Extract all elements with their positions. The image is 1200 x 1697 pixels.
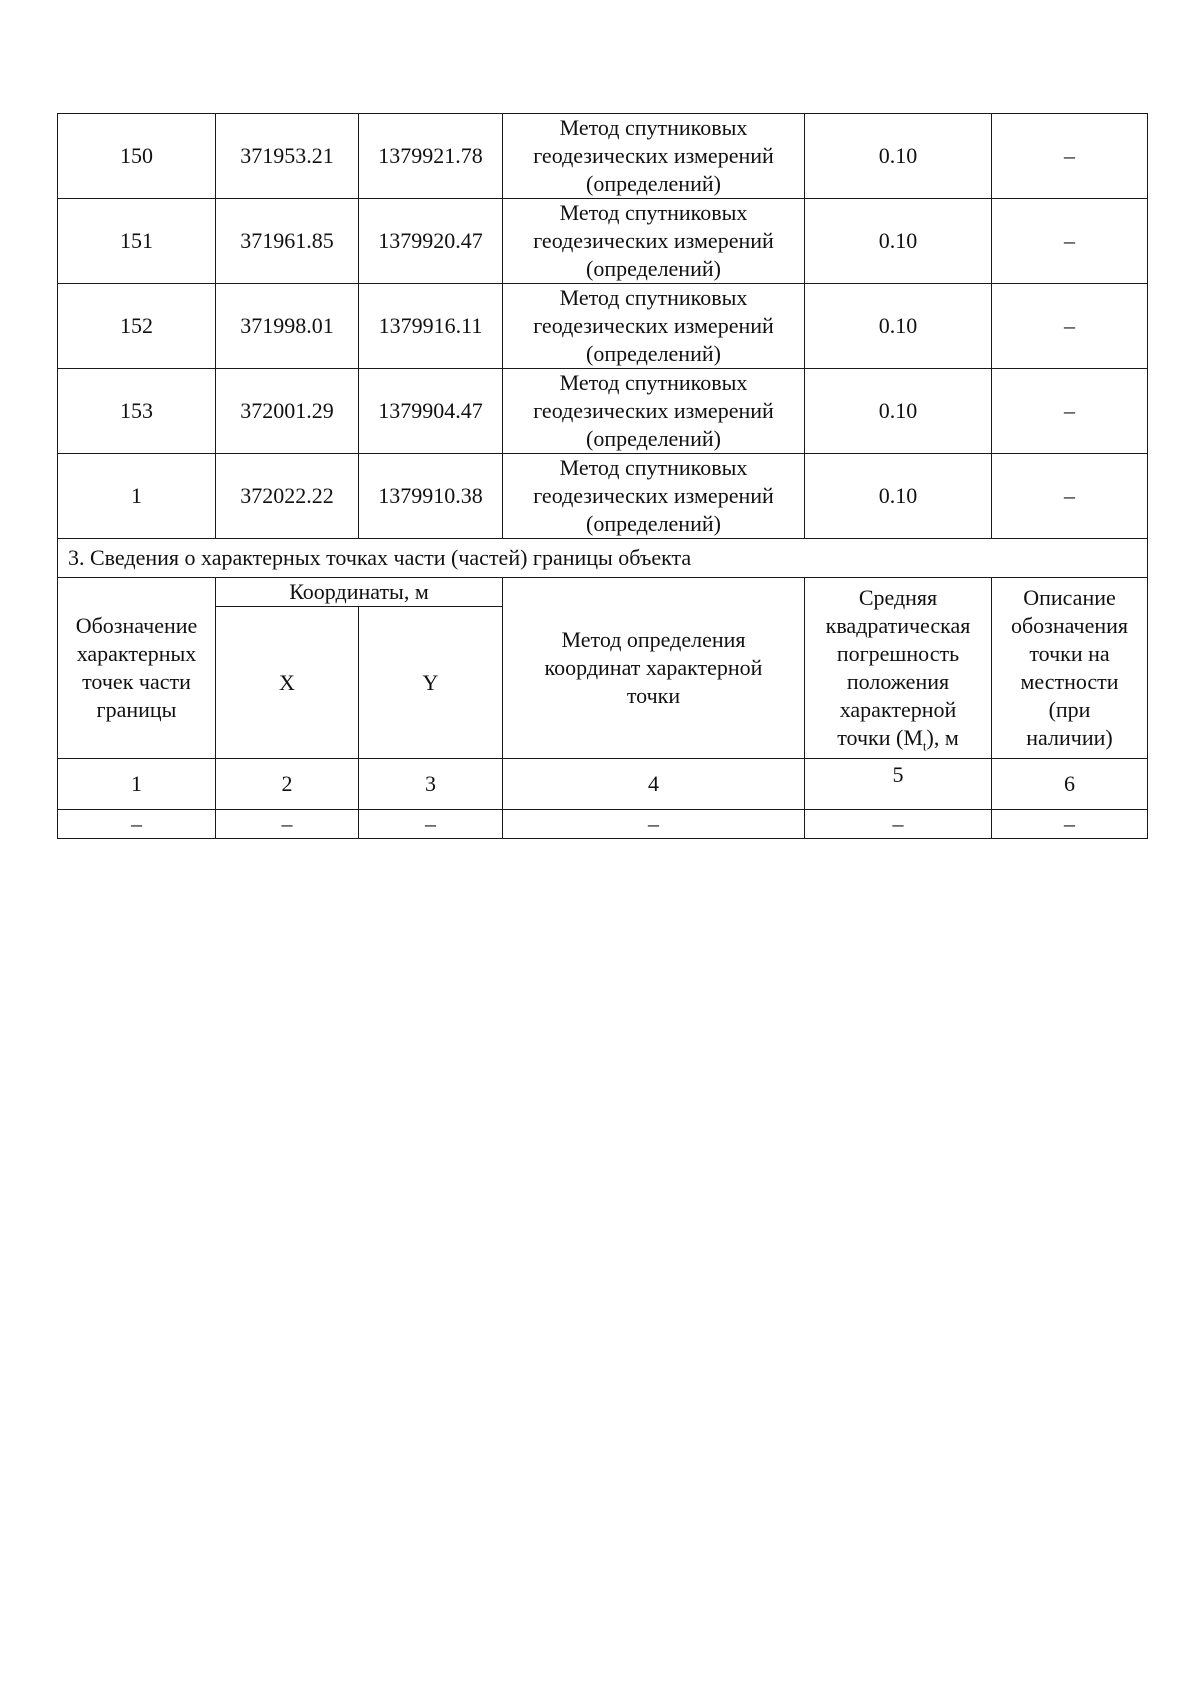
header-line: точки на: [1029, 641, 1110, 666]
coord-x: 372022.22: [216, 454, 359, 539]
column-number: 4: [503, 759, 805, 810]
table-row: [58, 810, 1148, 839]
empty-cell: –: [216, 810, 359, 839]
error-value: 0.10: [805, 454, 992, 539]
coord-y: 1379920.47: [359, 199, 503, 284]
point-id: 150: [58, 114, 216, 199]
method-line: (определений): [586, 341, 721, 366]
header-line: положения: [846, 669, 950, 694]
table-row: [58, 199, 1148, 284]
header-line: точек части: [82, 669, 191, 694]
table-row: [58, 454, 1148, 539]
boundary-points-table: [57, 113, 1148, 839]
column-number: 6: [992, 759, 1148, 810]
empty-cell: –: [359, 810, 503, 839]
method-cell: [503, 369, 805, 454]
method-line: (определений): [586, 171, 721, 196]
header-line: точки: [626, 683, 681, 708]
header-error: [805, 578, 992, 759]
description-value: –: [992, 199, 1148, 284]
method-line: (определений): [586, 426, 721, 451]
coord-x: 371953.21: [216, 114, 359, 199]
header-method: [503, 578, 805, 759]
error-value: 0.10: [805, 284, 992, 369]
empty-cell: –: [992, 810, 1148, 839]
coord-x: 371961.85: [216, 199, 359, 284]
description-value: –: [992, 454, 1148, 539]
header-line: погрешность: [836, 641, 960, 666]
method-line: (определений): [586, 256, 721, 281]
column-number: 1: [58, 759, 216, 810]
coord-y: 1379910.38: [359, 454, 503, 539]
method-cell: [503, 284, 805, 369]
column-number: 2: [216, 759, 359, 810]
coord-x: 371998.01: [216, 284, 359, 369]
header-line: обозначения: [1010, 613, 1129, 638]
header-line: Средняя: [858, 585, 938, 610]
point-id: 153: [58, 369, 216, 454]
header-row: [58, 578, 1148, 607]
method-line: Метод спутниковых: [559, 200, 748, 225]
description-value: –: [992, 284, 1148, 369]
header-line: характерной: [839, 697, 957, 722]
method-line: геодезических измерений: [533, 398, 774, 423]
header-line: [807, 724, 989, 752]
coord-y: 1379921.78: [359, 114, 503, 199]
header-line: Описание: [1023, 585, 1116, 610]
header-line: квадратическая: [825, 613, 971, 638]
method-line: геодезических измерений: [533, 228, 774, 253]
empty-cell: –: [805, 810, 992, 839]
header-line: координат характерной: [544, 655, 763, 680]
header-line: наличии): [1026, 725, 1113, 750]
method-line: (определений): [586, 511, 721, 536]
method-line: Метод спутниковых: [559, 370, 748, 395]
method-cell: [503, 114, 805, 199]
header-line: Обозначение: [75, 613, 198, 638]
method-line: геодезических измерений: [533, 143, 774, 168]
point-id: 152: [58, 284, 216, 369]
empty-cell: –: [58, 810, 216, 839]
method-line: Метод спутниковых: [559, 285, 748, 310]
section-title: 3. Сведения о характерных точках части (частей) границы объекта: [58, 539, 1148, 578]
point-id: 1: [58, 454, 216, 539]
header-coordinates: Координаты, м: [216, 578, 503, 607]
column-number: 5: [805, 759, 992, 810]
description-value: –: [992, 369, 1148, 454]
description-value: –: [992, 114, 1148, 199]
method-line: Метод спутниковых: [559, 115, 748, 140]
column-number: 3: [359, 759, 503, 810]
header-x: X: [216, 607, 359, 759]
header-line: Метод определения: [561, 627, 746, 652]
header-y: Y: [359, 607, 503, 759]
error-value: 0.10: [805, 199, 992, 284]
header-text: точки (M: [837, 725, 923, 750]
coord-y: 1379904.47: [359, 369, 503, 454]
column-numbers-row: [58, 759, 1148, 810]
error-value: 0.10: [805, 369, 992, 454]
error-value: 0.10: [805, 114, 992, 199]
section-title-row: [58, 539, 1148, 578]
coord-x: 372001.29: [216, 369, 359, 454]
coord-y: 1379916.11: [359, 284, 503, 369]
header-text: ), м: [926, 725, 959, 750]
header-description: [992, 578, 1148, 759]
method-line: Метод спутниковых: [559, 455, 748, 480]
header-line: границы: [96, 697, 177, 722]
method-line: геодезических измерений: [533, 313, 774, 338]
table-row: [58, 284, 1148, 369]
header-line: характерных: [76, 641, 197, 666]
table-row: [58, 369, 1148, 454]
table-row: [58, 114, 1148, 199]
subscript-text: t: [922, 738, 927, 754]
header-line: (при: [1048, 697, 1091, 722]
point-id: 151: [58, 199, 216, 284]
method-line: геодезических измерений: [533, 483, 774, 508]
method-cell: [503, 454, 805, 539]
header-designation: [58, 578, 216, 759]
empty-cell: –: [503, 810, 805, 839]
header-line: местности: [1020, 669, 1119, 694]
method-cell: [503, 199, 805, 284]
